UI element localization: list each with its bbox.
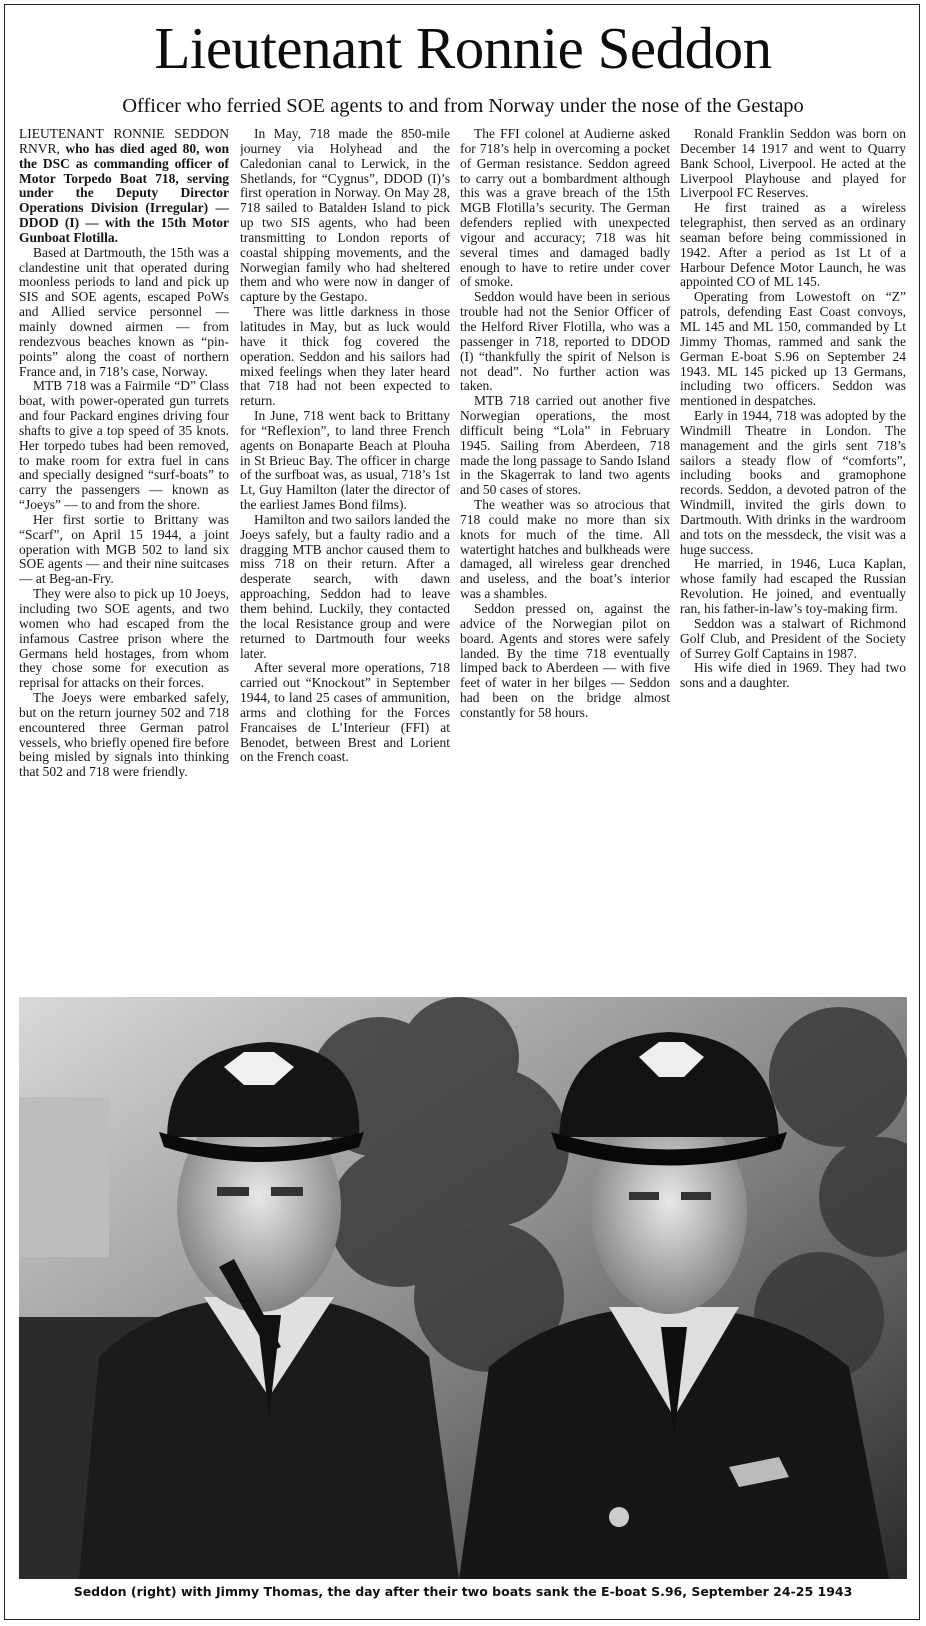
text-column-3 — [460, 127, 670, 977]
photo-caption: Seddon (right) with Jimmy Thomas, the day after their two boats sank the E-boat S.96, September 24-25 1943 — [73, 1584, 853, 1599]
body-paragraph: In June, 718 went back to Brittany for “Reflexion”, to land three French agents on Bonaparte Beach at Plouha in St Brieuc Bay. The officer in charge of the surfboat was, as usual, 718’s 1st Lt, Guy Hamilton (later the director of the earliest James Bond films). — [240, 408, 450, 513]
body-paragraph: Operating from Lowestoft on “Z” patrols, defending East Coast convoys, ML 145 and ML 150, commanded by Lt Jimmy Thomas, rammed and sank the German E-boat S.96 on September 24 1943. ML 145 picked up 13 Germans, including two officers. Seddon was mentioned in despatches. — [680, 289, 906, 409]
body-paragraph: Hamilton and two sailors landed the Joeys safely, but a faulty radio and a dragging MTB anchor caused them to miss 718 on their return. After a desperate search, with dawn approaching, Seddon had to leave them behind. Luckily, they contacted the local Resistance group and were returned to Dartmouth four weeks later. — [240, 511, 450, 661]
text-column-2 — [240, 127, 450, 977]
body-paragraph: The weather was so atrocious that 718 could make no more than six knots for much of the time. All watertight hatches and bulkheads were damaged, all wireless gear drenched and useless, and the boat’s interior was a shambles. — [460, 497, 670, 602]
subheadline: Officer who ferried SOE agents to and from Norway under the nose of the Gestapo — [122, 95, 804, 117]
body-paragraph: Seddon pressed on, against the advice of the Norwegian pilot on board. Agents and stores were safely landed. By the time 718 eventually limped back to Aberdeen — with five feet of water in her bilges — Seddon had been on the bridge almost constantly for 58 hours. — [460, 601, 670, 720]
lead-text: who has died aged 80, won the DSC as commanding officer of Motor Torpedo Boat 718, serving under the Deputy Director Operations Division (Irregular) — DDOD (I) — with the 15th Motor Gunboat Flotilla. — [19, 140, 229, 245]
body-paragraph: MTB 718 carried out another five Norwegian operations, the most difficult being “Lola” in February 1945. Sailing from Aberdeen, 718 made the long passage to Sando Island in the Skagerrak to land two agents and 50 cases of stores. — [460, 393, 670, 498]
body-paragraph: Seddon was a stalwart of Richmond Golf Club, and President of the Society of Surrey Golf Captains in 1987. — [680, 615, 906, 661]
body-paragraph: The Joeys were embarked safely, but on the return journey 502 and 718 encountered three German patrol vessels, who briefly opened fire before being misled by signals into thinking that 502 and 718 were friendly. — [19, 690, 229, 780]
body-paragraph: In May, 718 made the 850-mile journey via Holyhead and the Caledonian canal to Lerwick, in the Shetlands, for “Cygnus”, DDOD (I)’s first operation in Norway. On May 28, 718 sailed to Bataldeн Island to pick up two SIS agents, who had been transmitting to London reports of coastal shipping movements, and the Norwegian family who had sheltered them and who were now in danger of capture by the Gestapo. — [240, 127, 450, 305]
body-paragraph: His wife died in 1969. They had two sons and a daughter. — [680, 660, 906, 691]
body-paragraph: Seddon would have been in serious trouble had not the Senior Officer of the Helford River Flotilla, who was a passenger in 718, reported to DDOD (I) “thankfully the spirit of Nelson is not dead”. No further action was taken. — [460, 289, 670, 394]
body-paragraph: Based at Dartmouth, the 15th was a clandestine unit that operated during moonless periods to land and pick up SIS and SOE agents, escaped PoWs and Allied service personnel — mainly downed airmen — from rendezvous beaches known as “pin-points” along the coast of northern France and, in 718’s case, Norway. — [19, 244, 229, 379]
body-paragraph: He married, in 1946, Luca Kaplan, whose family had escaped the Russian Revolution. He joined, and eventually ran, his father-in-law’s toy-making firm. — [680, 556, 906, 616]
body-paragraph: MTB 718 was a Fairmile “D” Class boat, with power-operated gun turrets and four Packard engines driving four shafts to give a top speed of 35 knots. Her torpedo tubes had been removed, to make room for extra fuel in cans and specially designed “surf-boats” to carry the passengers — known as “Joeys” — to and from the shore. — [19, 378, 229, 513]
headline: Lieutenant Ronnie Seddon — [154, 15, 772, 81]
body-paragraph: Early in 1944, 718 was adopted by the Windmill Theatre in London. The management and the girls sent 718’s sailors a steady flow of “comforts”, including books and gramophone records. Seddon, a devoted patron of the Windmill, invited the girls down to Dartmouth. With drinks in the wardroom and tots on the messdeck, the visit was a huge success. — [680, 408, 906, 557]
body-paragraph: Her first sortie to Brittany was “Scarf”, on April 15 1944, a joint operation with MGB 502 to land six SOE agents — and their nine suitcases — at Beg-an-Fry. — [19, 511, 229, 587]
text-column-1 — [19, 127, 229, 977]
body-paragraph: The FFI colonel at Audierne asked for 718’s help in overcoming a pocket of German resistance. Seddon agreed to carry out a bombardment although this was a grave breach of the 15th MGB Flotilla’s security. The German defenders replied with unexpected vigour and accuracy; 718 was hit several times and damaged badly enough to have to retire under cover of smoke. — [460, 127, 670, 290]
portrait-photo — [19, 997, 907, 1579]
body-paragraph: After several more operations, 718 carried out “Knockout” in September 1944, to land 25 cases of ammunition, arms and clothing for the Forces Francaises de L’Interieur (FFI) at Benodet, between Brest and Lorient on the French coast. — [240, 660, 450, 765]
body-paragraph: There was little darkness in those latitudes in May, but as luck would have it thick fog covered the operation. Seddon and his sailors had mixed feelings when they later heard that 718 had not been expected to return. — [240, 304, 450, 409]
portrait-photo-illustration — [19, 997, 907, 1579]
body-paragraph: Ronald Franklin Seddon was born on December 14 1917 and went to Quarry Bank School, Liverpool. He acted at the Liverpool Playhouse and played for Liverpool FC Reserves. — [680, 127, 906, 201]
text-column-4 — [680, 127, 906, 977]
body-paragraph: They were also to pick up 10 Joeys, including two SOE agents, and two women who had escaped from the infamous Castree prison where the Germans held hostages, from whom they chose some for execution as reprisal for attacks on their forces. — [19, 586, 229, 691]
body-paragraph: He first trained as a wireless telegraphist, then served as an ordinary seaman before being commissioned in 1942. After a period as 1st Lt of a Harbour Defence Motor Launch, he was appointed CO of ML 145. — [680, 200, 906, 290]
lead-paragraph — [19, 127, 229, 246]
lead-name: LIEUTENANT RONNIE SEDDON RNVR, — [19, 127, 229, 156]
